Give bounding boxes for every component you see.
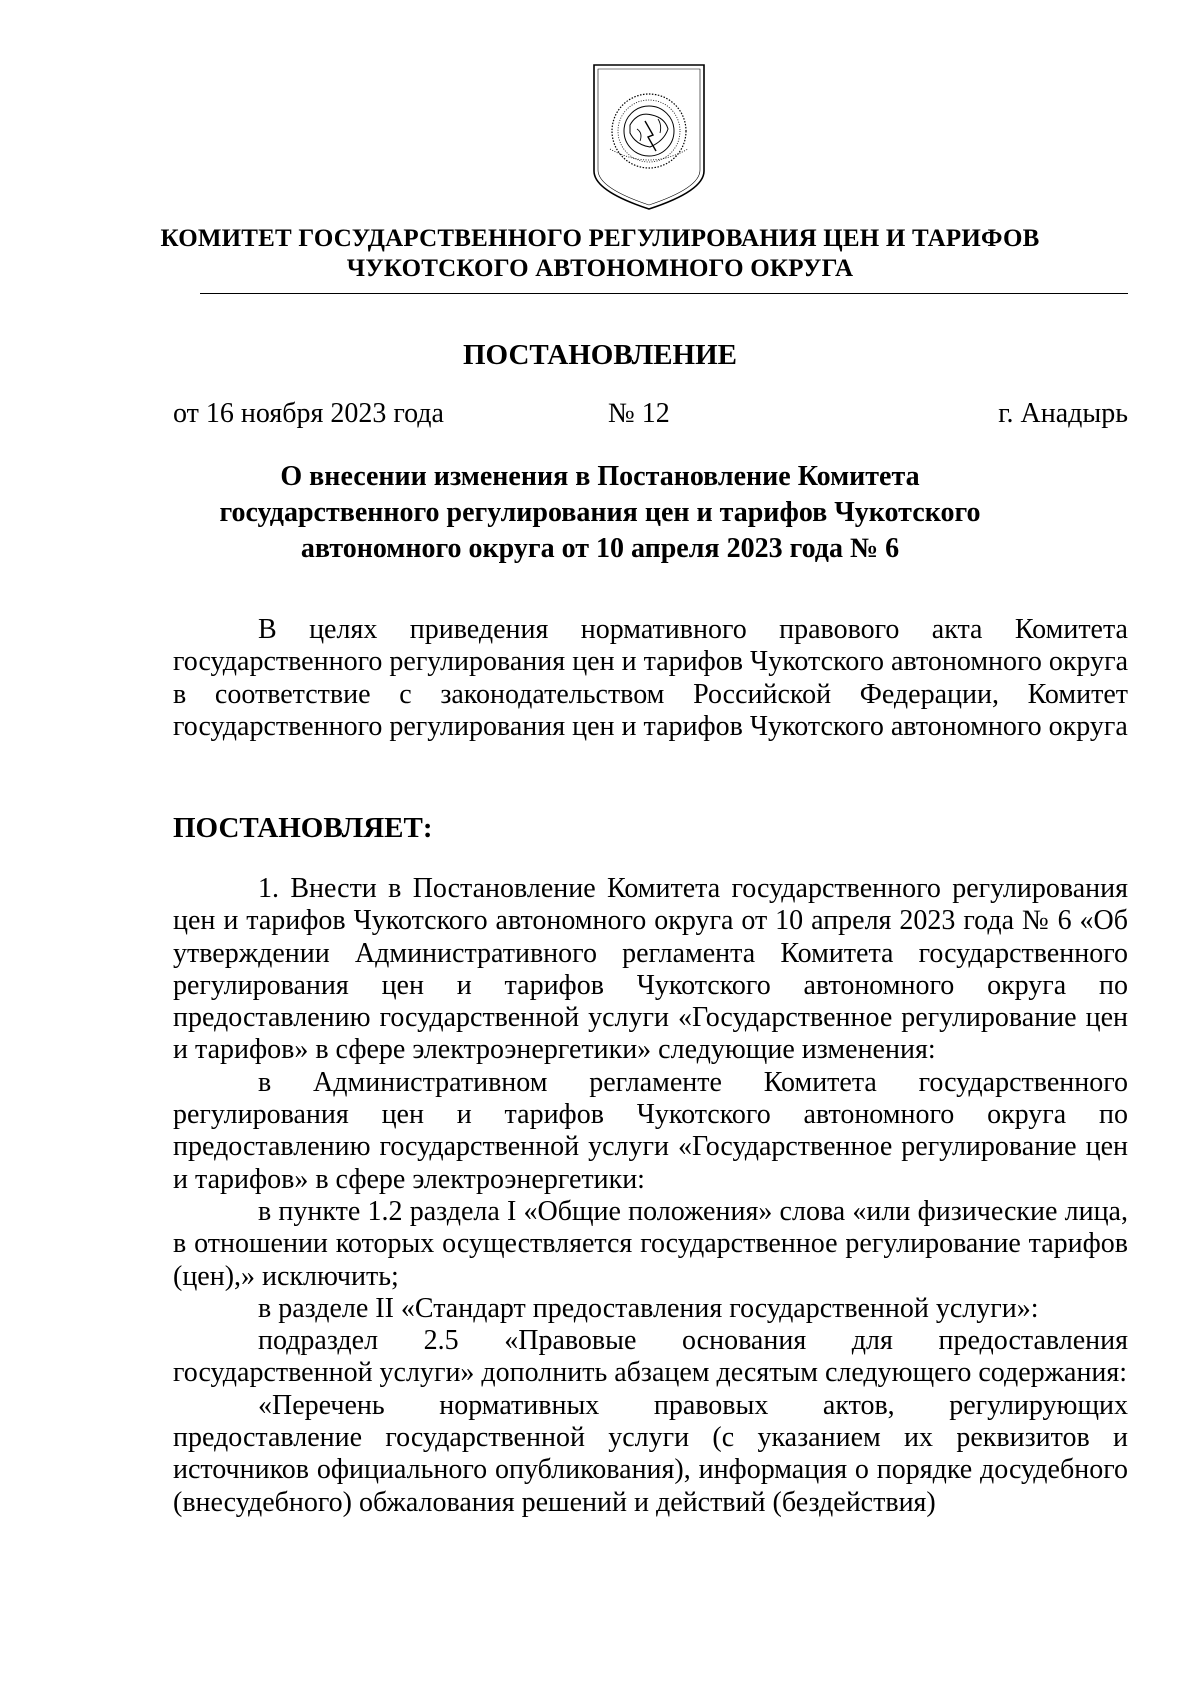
organization-name-line2: ЧУКОТСКОГО АВТОНОМНОГО ОКРУГА bbox=[346, 255, 854, 282]
preamble bbox=[173, 614, 1128, 743]
coat-of-arms-icon bbox=[590, 63, 708, 213]
header-divider bbox=[200, 293, 1128, 294]
paragraph-4: в разделе II «Стандарт предоставления государственной услуги»: bbox=[258, 1292, 1039, 1324]
paragraph-3: в пункте 1.2 раздела I «Общие положения» слова «или физические лица, в отношении которых осуществляется государственное регулирование тарифов (цен),» исключить; bbox=[173, 1195, 1128, 1292]
organization-name-line1: КОМИТЕТ ГОСУДАРСТВЕННОГО РЕГУЛИРОВАНИЯ ЦЕН И ТАРИФОВ bbox=[160, 225, 1040, 252]
paragraph-6: «Перечень нормативных правовых актов, регулирующих предоставление государственной услуги (с указанием их реквизитов и источников официального опубликования), информация о порядке досудебного (внесудебного) обжалования решений и действий (бездействия) bbox=[173, 1389, 1128, 1518]
document-type: ПОСТАНОВЛЕНИЕ bbox=[462, 339, 737, 371]
preamble-paragraph: В целях приведения нормативного правового акта Комитета государственного регулирования цен и тарифов Чукотского автономного округа в соответствие с законодательством Российской Федерации, Комитет государственного регулирования цен и тарифов Чукотского автономного округа bbox=[173, 614, 1128, 742]
document-date: от 16 ноября 2023 года bbox=[173, 398, 444, 429]
paragraph-1: 1. Внести в Постановление Комитета государственного регулирования цен и тарифов Чукотского автономного округа от 10 апреля 2023 года № 6 «Об утверждении Административного регламента Комитета государственного регулирования цен и тарифов Чукотского автономного округа по предоставлению государственной услуги «Государственное регулирование цен и тарифов» в сфере электроэнергетики» следующие изменения: bbox=[173, 873, 1128, 1066]
decree-body bbox=[173, 873, 1128, 1519]
document-number: № 12 bbox=[608, 398, 670, 429]
paragraph-5: подраздел 2.5 «Правовые основания для предоставления государственной услуги» дополнить абзацем десятым следующего содержания: bbox=[173, 1325, 1128, 1389]
decree-heading: ПОСТАНОВЛЯЕТ: bbox=[173, 812, 433, 844]
paragraph-2: в Административном регламенте Комитета государственного регулирования цен и тарифов Чукотского автономного округа по предоставлению государственной услуги «Государственное регулирование цен и тарифов» в сфере электроэнергетики: bbox=[173, 1066, 1128, 1195]
document-subject: О внесении изменения в Постановление Комитета государственного регулирования цен и тарифов Чукотского автономного округа от 10 апреля 2023 года № 6 bbox=[219, 461, 981, 564]
document-city: г. Анадырь bbox=[998, 398, 1128, 429]
